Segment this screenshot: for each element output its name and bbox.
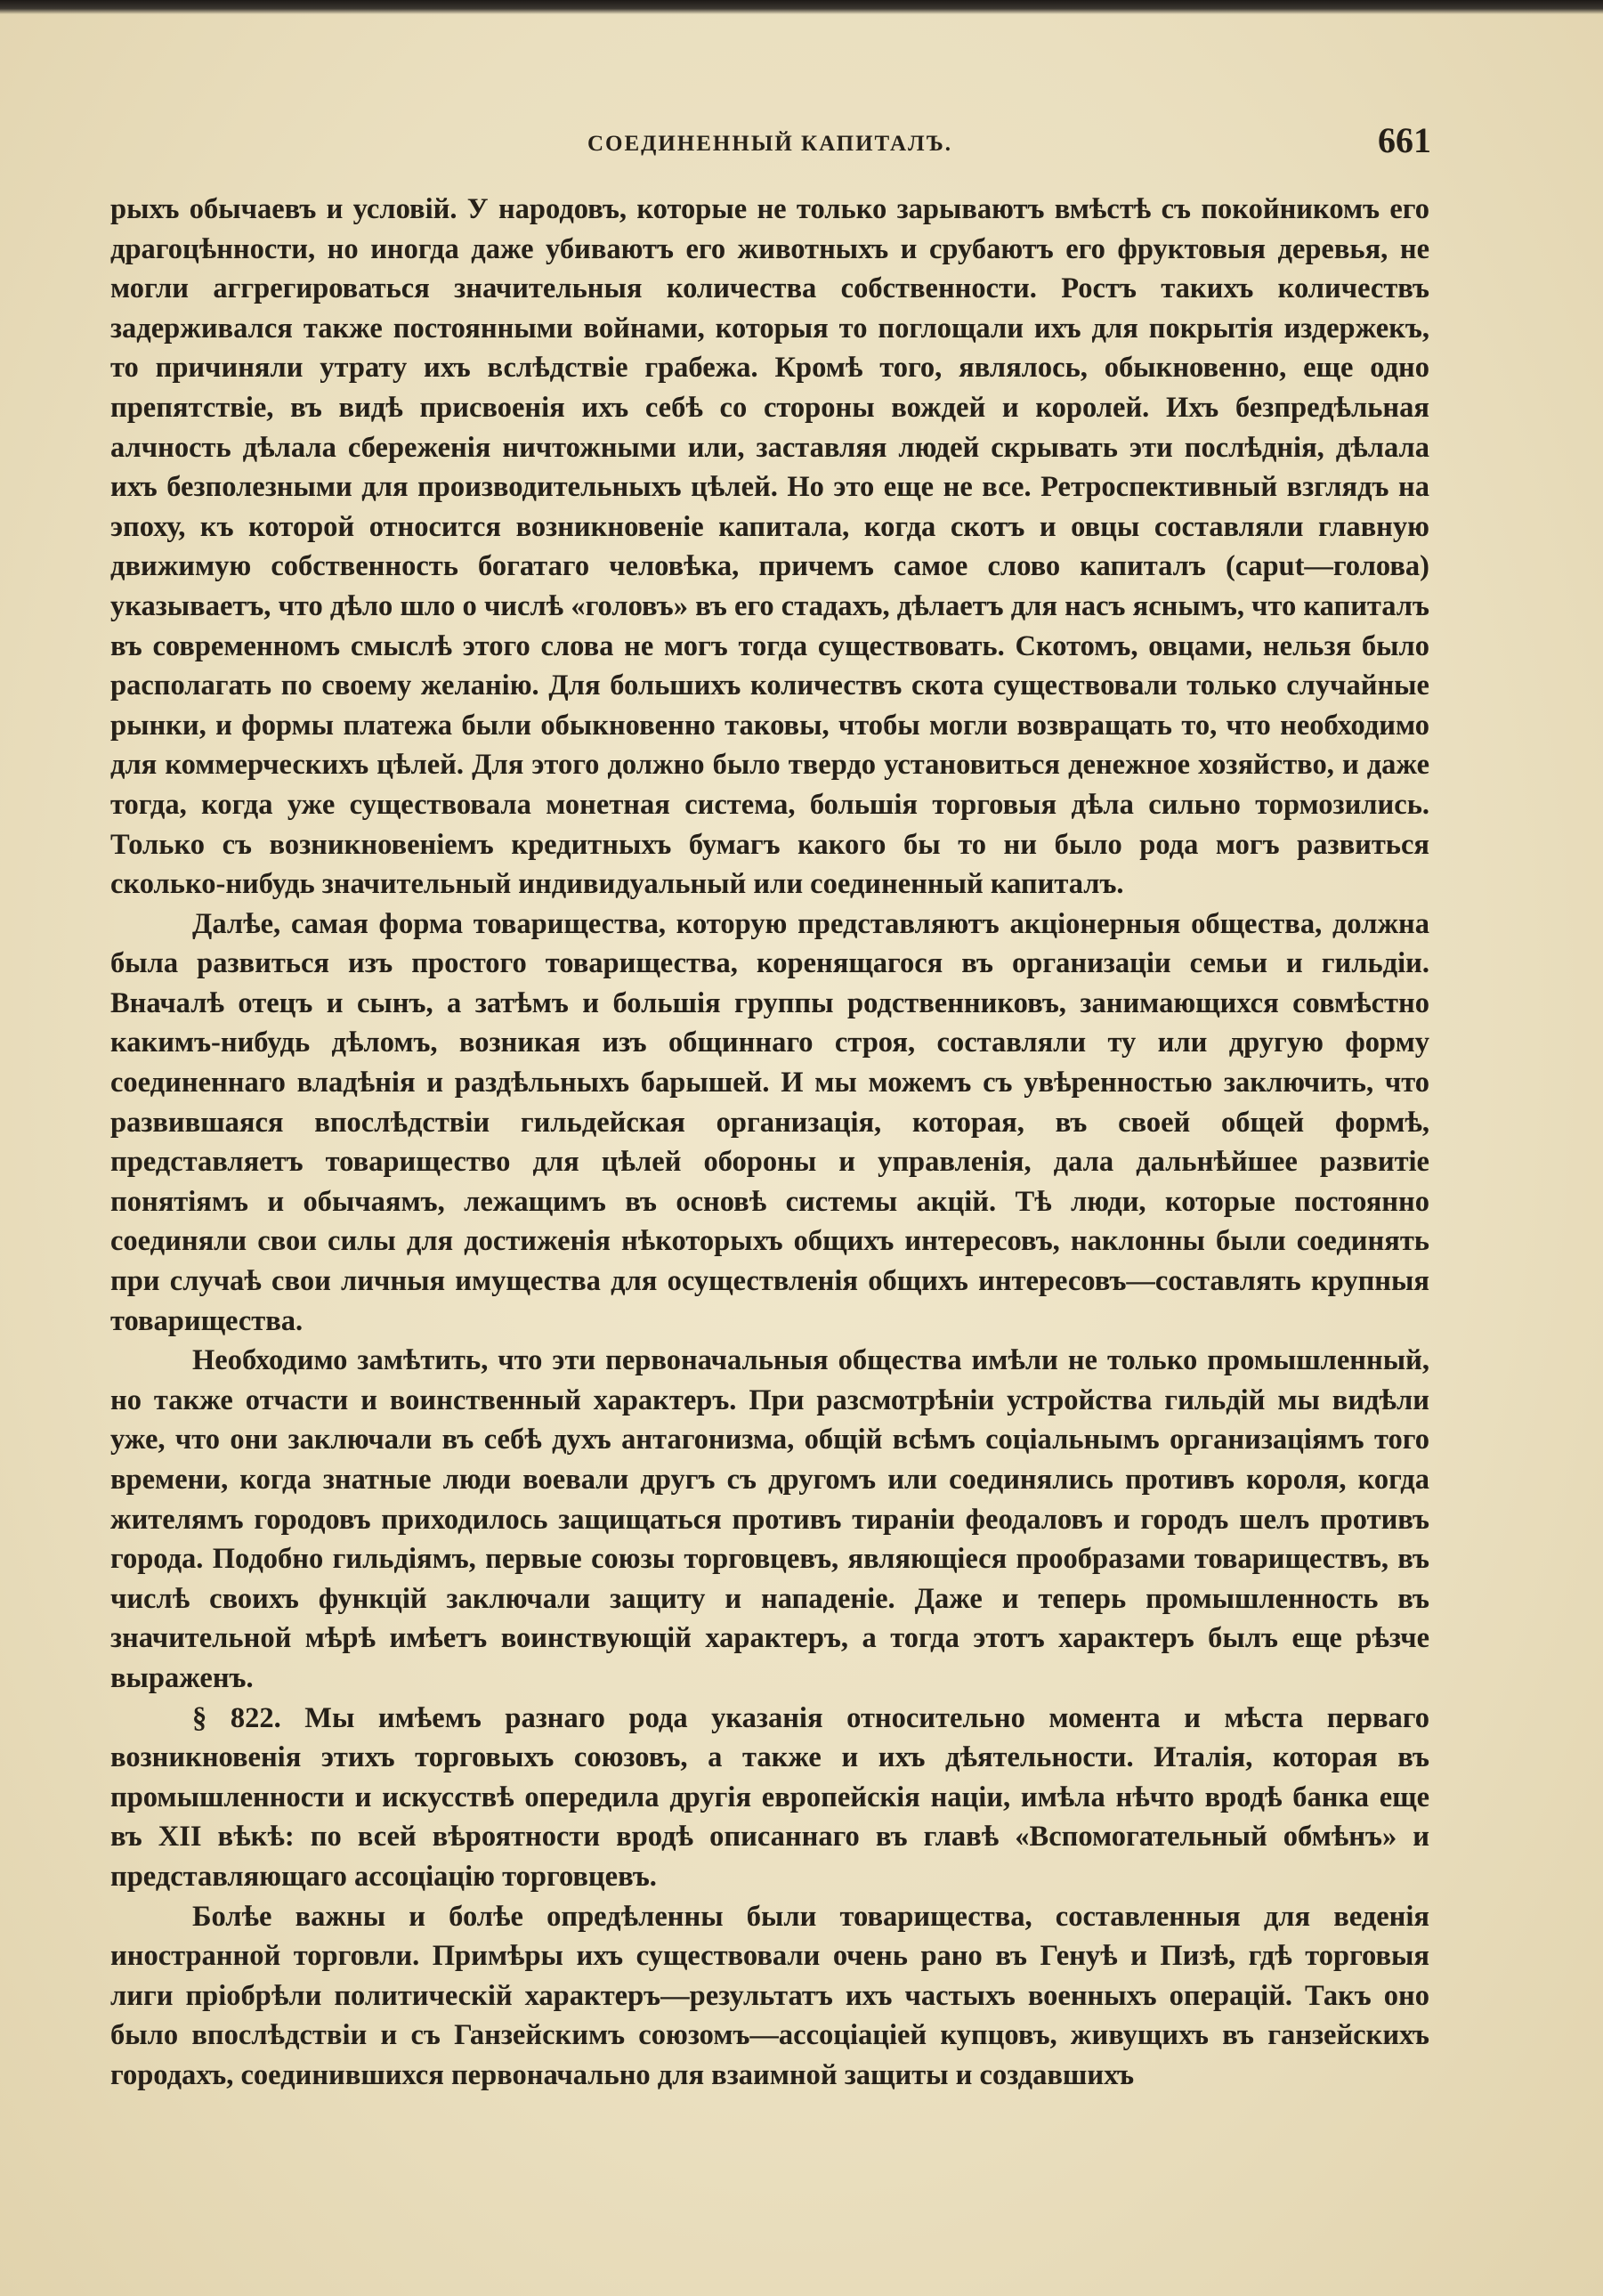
- paragraph-2: Далѣе, самая форма товарищества, которую представляютъ акціонерныя общества, должна была развиться изъ простого товарищества, коренящагося въ организаціи семьи и гильдіи. Вначалѣ отецъ и сынъ, а затѣмъ и большія группы родственниковъ, занимающихся совмѣстно какимъ-нибудь дѣломъ, возникая изъ общиннаго строя, составляли ту или другую форму соединеннаго владѣнія и раздѣльныхъ барышей. И мы можемъ съ увѣренностью заключить, что развившаяся впослѣдствіи гильдейская организація, которая, въ своей общей формѣ, представляетъ товарищество для цѣлей обороны и управленія, дала дальнѣйшее развитіе понятіямъ и обычаямъ, лежащимъ въ основѣ системы акцій. Тѣ люди, которые постоянно соединяли свои силы для достиженія нѣкоторыхъ общихъ интересовъ, наклонны были соединять при случаѣ свои личныя имущества для осуществленія общихъ интересовъ—составлять крупныя товарищества.: [110, 907, 1429, 1337]
- paragraph-3: Необходимо замѣтить, что эти первоначальныя общества имѣли не только промышленный, но также отчасти и воинственный характеръ. При разсмотрѣніи устройства гильдій мы видѣли уже, что они заключали въ себѣ духъ антагонизма, общій всѣмъ соціальнымъ организаціямъ того времени, когда знатные люди воевали другъ съ другомъ или соединялись противъ короля, когда жителямъ городовъ приходилось защищаться противъ тираніи феодаловъ и городъ шелъ противъ города. Подобно гильдіямъ, первые союзы торговцевъ, являющіеся прообразами товариществъ, въ числѣ своихъ функцій заключали защиту и нападеніе. Даже и теперь промышленность въ значительной мѣрѣ имѣетъ воинствующій характеръ, а тогда этотъ характеръ былъ еще рѣзче выраженъ.: [110, 1344, 1429, 1694]
- paragraph-1: рыхъ обычаевъ и условій. У народовъ, которые не только зарываютъ вмѣстѣ съ покойникомъ его драгоцѣнности, но иногда даже убиваютъ его животныхъ и срубаютъ его фруктовыя деревья, не могли аггрегироваться значительныя количества собственности. Ростъ такихъ количествъ задерживался также постоянными войнами, которыя то поглощали ихъ для покрытія издержекъ, то причиняли утрату ихъ вслѣдствіе грабежа. Кромѣ того, являлось, обыкновенно, еще одно препятствіе, въ видѣ присвоенія ихъ себѣ со стороны вождей и королей. Ихъ безпредѣльная алчность дѣлала сбереженія ничтожными или, заставляя людей скрывать эти послѣднія, дѣлала ихъ безполезными для производительныхъ цѣлей. Но это еще не все. Ретроспективный взглядъ на эпоху, къ которой относится возникновеніе капитала, когда скотъ и овцы составляли главную движимую собственность богатаго человѣка, причемъ самое слово капиталъ (caput—голова) указываетъ, что дѣло шло о числѣ «головъ» въ его стадахъ, дѣлаетъ для насъ яснымъ, что капиталъ въ современномъ смыслѣ этого слова не могъ тогда существовать. Скотомъ, овцами, нельзя было располагать по своему желанію. Для большихъ количествъ скота существовали только случайные рынки, и формы платежа были обыкновенно таковы, чтобы могли возвращать то, что необходимо для коммерческихъ цѣлей. Для этого должно было твердо установиться денежное хозяйство, и даже тогда, когда уже существовала монетная система, большія торговыя дѣла сильно тормозились. Только съ возникновеніемъ кредитныхъ бумагъ какого бы то ни было рода могъ развиться сколько-нибудь значительный индивидуальный или соединенный капиталъ.: [110, 193, 1429, 901]
- page-number: 661: [1378, 120, 1431, 160]
- paragraph-5: Болѣе важны и болѣе опредѣленны были товарищества, составленныя для веденія иностранной торговли. Примѣры ихъ существовали очень рано въ Генуѣ и Пизѣ, гдѣ торговыя лиги пріобрѣли политическій характеръ—результатъ ихъ частыхъ военныхъ операцій. Такъ оно было впослѣдствіи и съ Ганзейскимъ союзомъ—ассоціаціей купцовъ, живущихъ въ ганзейскихъ городахъ, соединившихся первоначально для взаимной защиты и создавшихъ: [110, 1900, 1429, 2091]
- scan-top-edge: [0, 0, 1603, 14]
- page-header: [109, 119, 1431, 173]
- body-text: [110, 190, 1429, 2096]
- paragraph-4: § 822. Мы имѣемъ разнаго рода указанія относительно момента и мѣста перваго возникновенія этихъ торговыхъ союзовъ, а также и ихъ дѣятельности. Италія, которая въ промышленности и искусствѣ опередила другія европейскія націи, имѣла нѣчто вродѣ банка еще въ XII вѣкѣ: по всей вѣроятности вродѣ описаннаго въ главѣ «Вспомогательный обмѣнъ» и представляющаго ассоціацію торговцевъ.: [110, 1701, 1429, 1893]
- running-title: СОЕДИНЕННЫЙ КАПИТАЛЪ.: [587, 132, 953, 156]
